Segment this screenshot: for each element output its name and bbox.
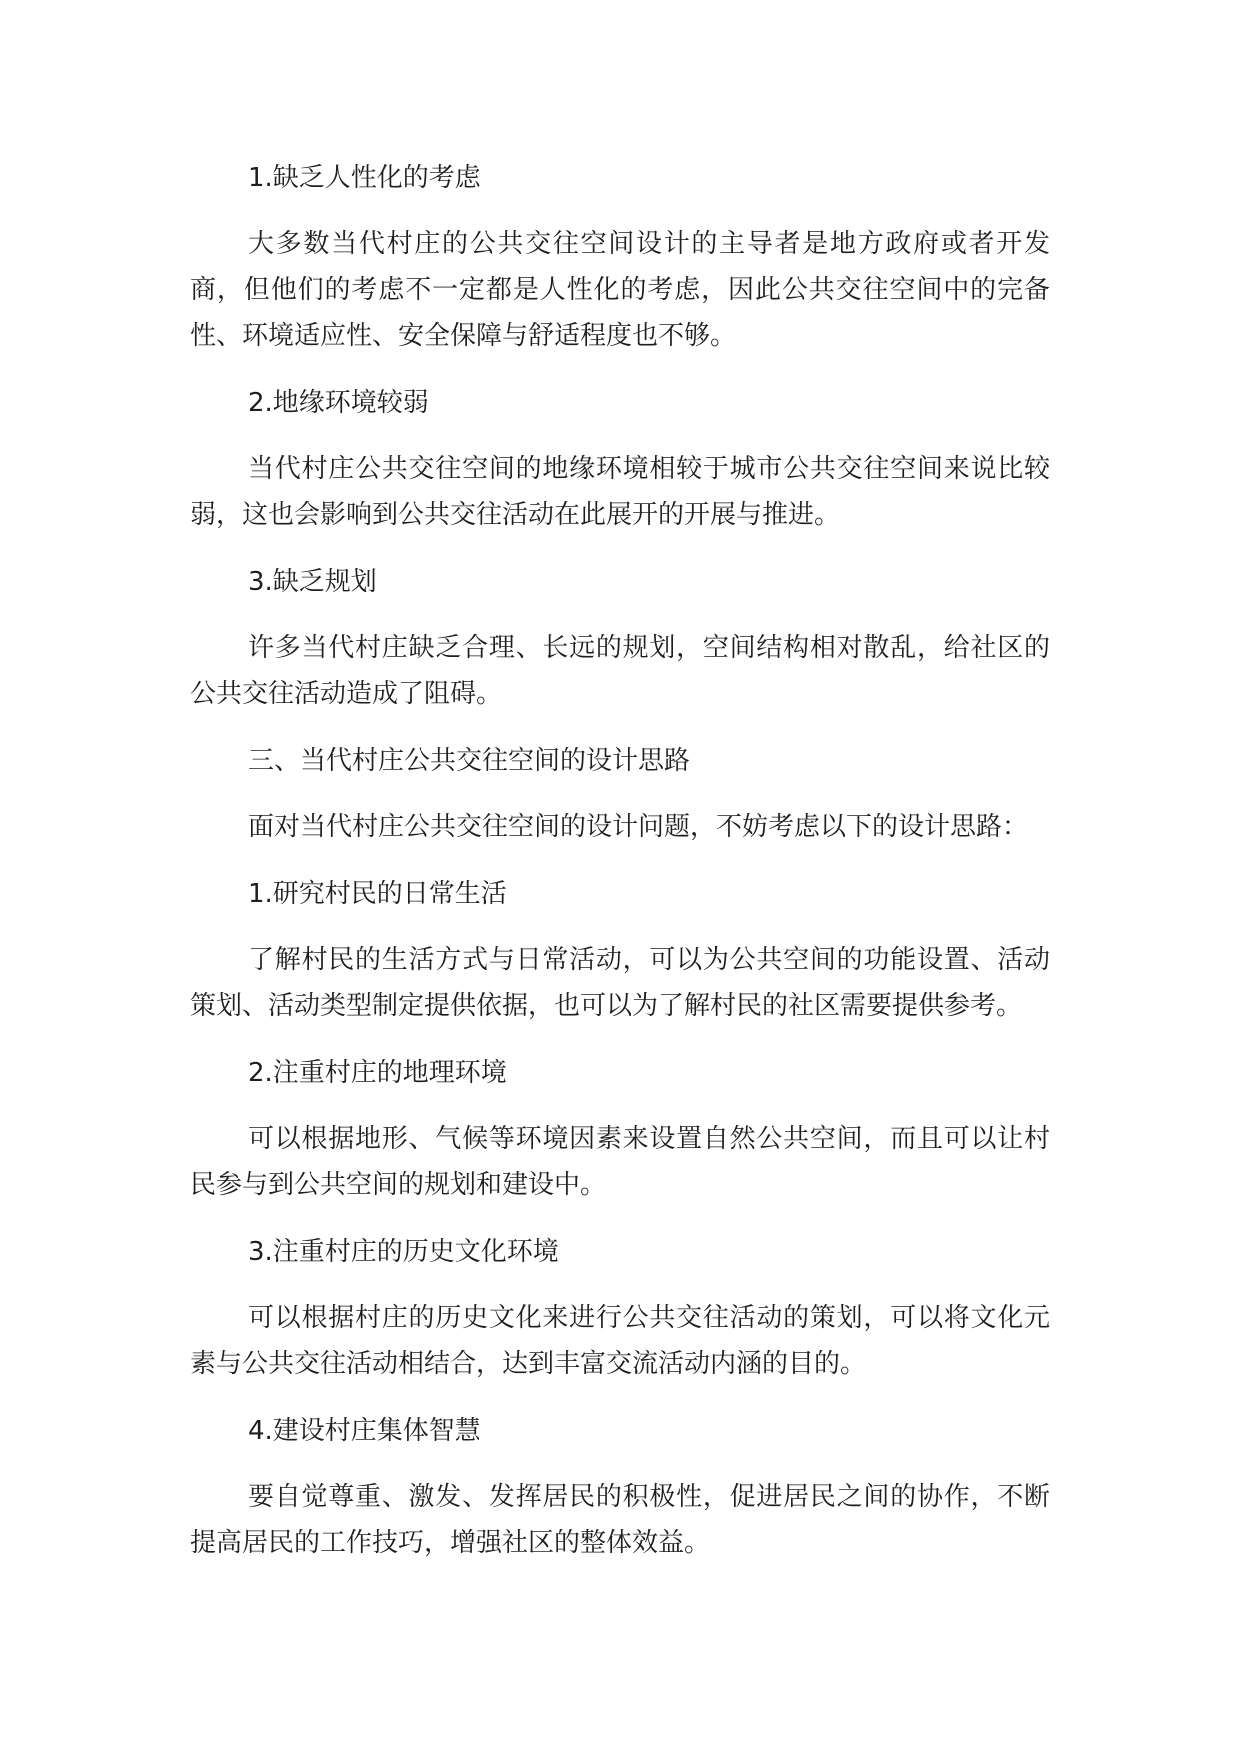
section-heading: 3.缺乏规划 (248, 567, 377, 597)
body-paragraph: 可以根据地形、气候等环境因素来设置自然公共空间，而且可以让村民参与到公共空间的规划和建设中。 (190, 1124, 1050, 1200)
section-heading: 三、当代村庄公共交往空间的设计思路 (248, 746, 691, 776)
body-paragraph: 当代村庄公共交往空间的地缘环境相较于城市公共交往空间来说比较弱，这也会影响到公共交往活动在此展开的开展与推进。 (190, 454, 1050, 530)
body-paragraph: 可以根据村庄的历史文化来进行公共交往活动的策划，可以将文化元素与公共交往活动相结合，达到丰富交流活动内涵的目的。 (190, 1303, 1050, 1379)
body-paragraph: 许多当代村庄缺乏合理、长远的规划，空间结构相对散乱，给社区的公共交往活动造成了阻碍。 (190, 633, 1050, 709)
section-heading: 4.建设村庄集体智慧 (248, 1416, 481, 1446)
section-heading: 1.缺乏人性化的考虑 (248, 163, 481, 193)
body-paragraph: 面对当代村庄公共交往空间的设计问题，不妨考虑以下的设计思路： (248, 812, 1029, 842)
section-heading: 3.注重村庄的历史文化环境 (248, 1237, 559, 1267)
section-heading: 2.注重村庄的地理环境 (248, 1058, 507, 1088)
section-heading: 2.地缘环境较弱 (248, 388, 429, 418)
document-body (190, 155, 1050, 1587)
body-paragraph: 大多数当代村庄的公共交往空间设计的主导者是地方政府或者开发商，但他们的考虑不一定都是人性化的考虑，因此公共交往空间中的完备性、环境适应性、安全保障与舒适程度也不够。 (190, 229, 1050, 351)
body-paragraph: 要自觉尊重、激发、发挥居民的积极性，促进居民之间的协作，不断提高居民的工作技巧，增强社区的整体效益。 (190, 1482, 1050, 1558)
section-heading: 1.研究村民的日常生活 (248, 879, 507, 909)
body-paragraph: 了解村民的生活方式与日常活动，可以为公共空间的功能设置、活动策划、活动类型制定提供依据，也可以为了解村民的社区需要提供参考。 (190, 945, 1050, 1021)
